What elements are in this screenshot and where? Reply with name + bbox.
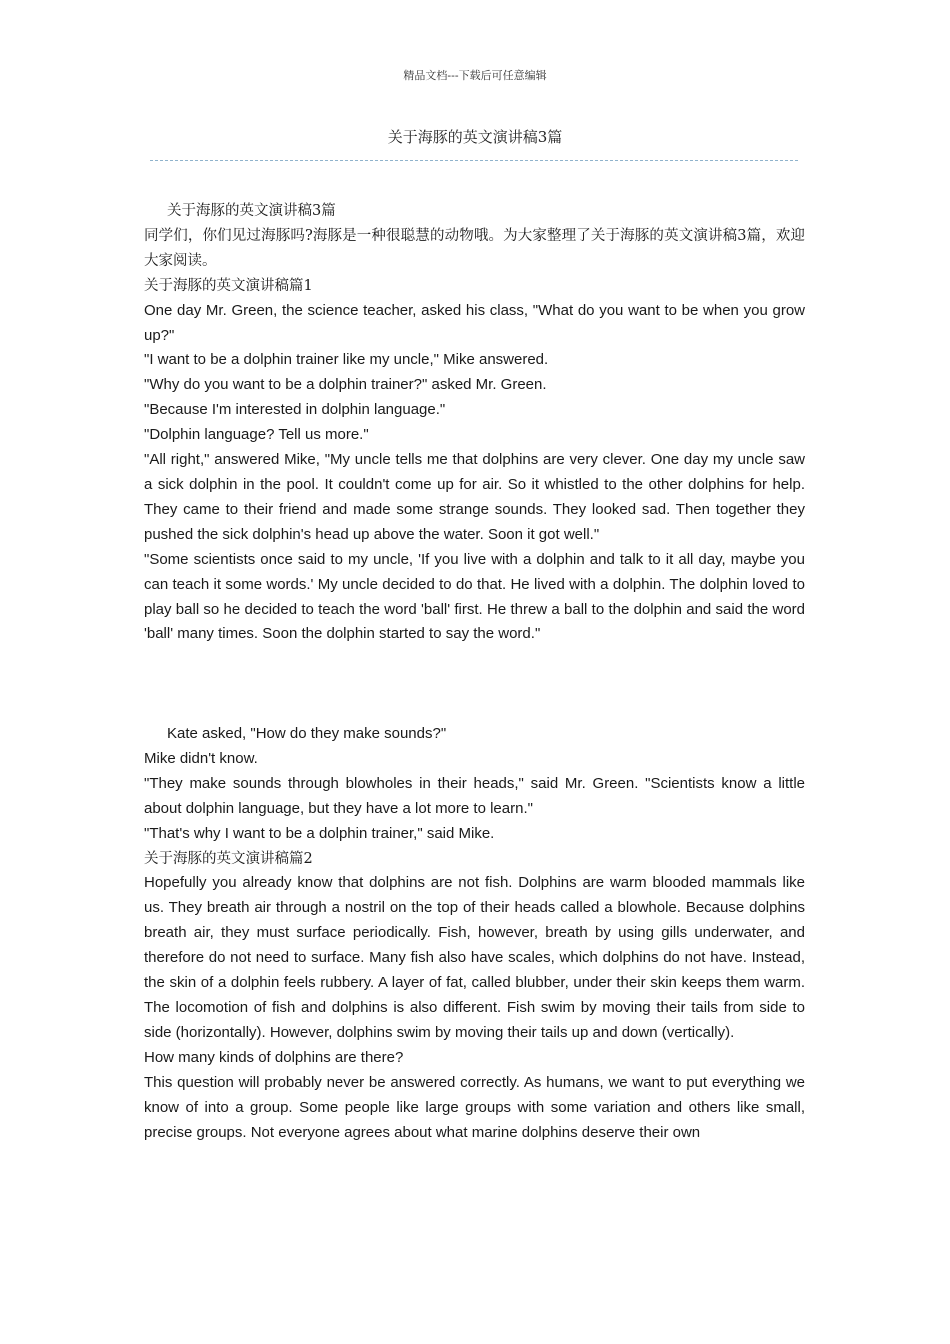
title-divider (150, 160, 798, 161)
paragraph: "That's why I want to be a dolphin trainer," said Mike. (144, 824, 495, 842)
paragraph: "Why do you want to be a dolphin trainer?" asked Mr. Green. (144, 376, 547, 394)
page-header-note: 精品文档---下载后可任意编辑 (403, 69, 547, 82)
paragraph: "I want to be a dolphin trainer like my uncle," Mike answered. (144, 351, 549, 369)
paragraph: Hopefully you already know that dolphins are not fish. Dolphins are warm blooded mammals like us. They breath air through a nostril on the top of their heads called a blowhole. Because dolphins breath air, they must surface periodically. Fish, however, breath by using gills underwater, and therefore do not need to surface. Many fish also have scales, which dolphins do not have. Instead, the skin of a dolphin feels rubbery. A layer of fat, called blubber, under their skin keeps them warm. The locomotion of fish and dolphins is also different. Fish swim by moving their tails from side to side (horizontally). However, dolphins swim by moving their tails up and down (vertically). (144, 874, 805, 1041)
paragraph: Kate asked, "How do they make sounds?" (167, 725, 447, 742)
paragraph: Mike didn't know. (144, 749, 258, 767)
intro-paragraph: 同学们，你们见过海豚吗?海豚是一种很聪慧的动物哦。为大家整理了关于海豚的英文演讲稿3篇，欢迎大家阅读。 (144, 227, 805, 269)
paragraph: "Dolphin language? Tell us more." (144, 426, 369, 444)
text-block-1 (144, 199, 805, 647)
document-title: 关于海豚的英文演讲稿3篇 (387, 128, 563, 146)
section-title-1: 关于海豚的英文演讲稿篇1 (144, 277, 313, 294)
paragraph: How many kinds of dolphins are there? (144, 1048, 404, 1066)
text-block-2 (144, 722, 805, 1145)
paragraph: One day Mr. Green, the science teacher, asked his class, "What do you want to be when you grow up?" (144, 301, 805, 344)
paragraph: "Because I'm interested in dolphin language." (144, 401, 446, 419)
paragraph: "Some scientists once said to my uncle, 'If you live with a dolphin and talk to it all day, maybe you can teach it some words.' My uncle decided to do that. He lived with a dolphin. The dolphin loved to play ball so he decided to teach the word 'ball' first. He threw a ball to the dolphin and said the word 'ball' many times. Soon the dolphin started to say the word." (144, 550, 805, 643)
paragraph: "They make sounds through blowholes in their heads," said Mr. Green. "Scientists know a little about dolphin language, but they have a lot more to learn." (144, 774, 805, 817)
article-heading: 关于海豚的英文演讲稿3篇 (167, 203, 336, 219)
paragraph: "All right," answered Mike, "My uncle tells me that dolphins are very clever. One day my uncle saw a sick dolphin in the pool. It couldn't come up for air. So it whistled to the other dolphins for help. They came to their friend and made some strange sounds. They looked sad. Then together they pushed the sick dolphin's head up above the water. Soon it got well." (144, 451, 805, 543)
paragraph: This question will probably never be answered correctly. As humans, we want to put everything we know of into a group. Some people like large groups with some variation and others like small, precise groups. Not everyone agrees about what marine dolphins deserve their own (144, 1073, 805, 1141)
section-title-2: 关于海豚的英文演讲稿篇2 (144, 850, 313, 867)
